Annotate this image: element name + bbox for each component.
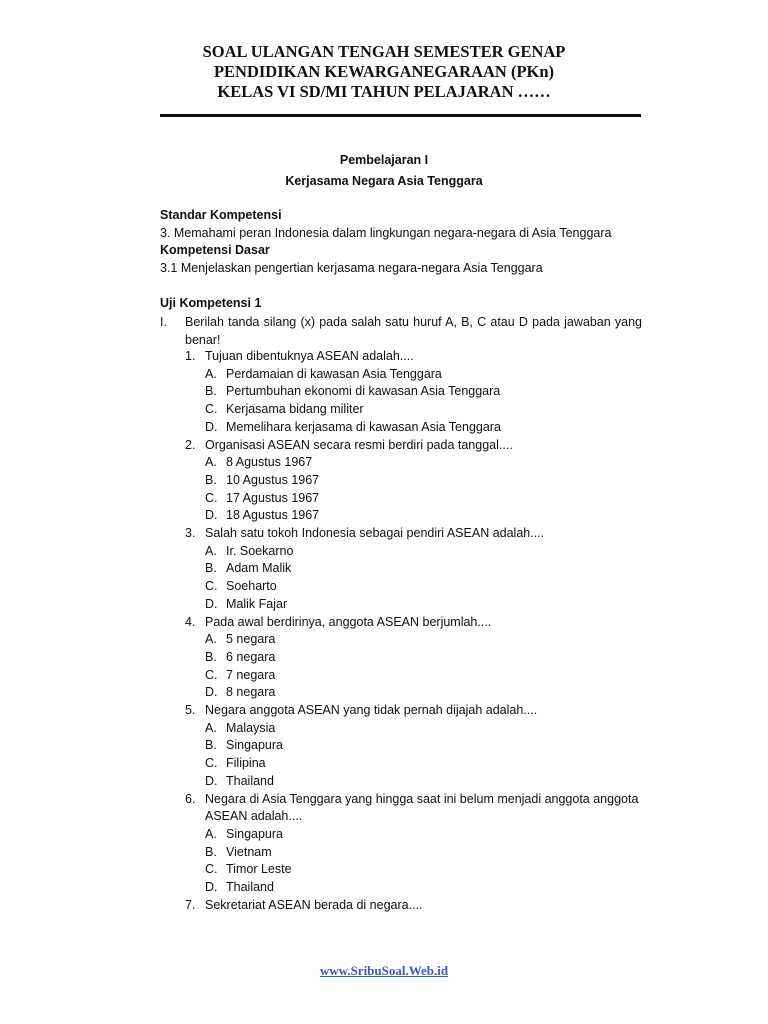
option-letter: D. [205, 419, 218, 434]
option-list [205, 631, 642, 702]
question-number: 6. [185, 791, 196, 806]
header-line-3: KELAS VI SD/MI TAHUN PELAJARAN …… [217, 82, 551, 101]
answer-option[interactable] [205, 560, 642, 578]
answer-option[interactable] [205, 543, 642, 561]
option-letter: B. [205, 472, 217, 487]
option-text: Kerjasama bidang militer [226, 402, 364, 417]
option-text: 8 negara [226, 685, 276, 700]
answer-option[interactable] [205, 826, 642, 844]
option-text: 10 Agustus 1967 [226, 472, 320, 487]
option-text: 7 negara [226, 667, 276, 682]
option-list [205, 543, 642, 614]
answer-option[interactable] [205, 737, 642, 755]
option-letter: B. [205, 844, 217, 859]
header-line-1: SOAL ULANGAN TENGAH SEMESTER GENAP [202, 42, 566, 61]
option-letter: A. [205, 826, 217, 841]
instruction-text: Berilah tanda silang (x) pada salah satu huruf A, B, C atau D pada jawaban yang benar! [185, 315, 642, 347]
answer-option[interactable] [205, 649, 642, 667]
option-text: Timor Leste [226, 862, 292, 877]
answer-option[interactable] [205, 667, 642, 685]
option-list [205, 366, 642, 437]
option-text: Memelihara kerjasama di kawasan Asia Tenggara [226, 419, 501, 434]
answer-option[interactable] [205, 755, 642, 773]
question-item [185, 437, 642, 455]
question-text: Negara di Asia Tenggara yang hingga saat ini belum menjadi anggota anggota ASEAN adalah.... [205, 791, 639, 824]
header-divider [160, 114, 641, 117]
answer-option[interactable] [205, 720, 642, 738]
dasar-heading: Kompetensi Dasar [160, 243, 270, 257]
question-text: Tujuan dibentuknya ASEAN adalah.... [205, 349, 414, 363]
question-number: 7. [185, 897, 196, 912]
option-letter: C. [205, 490, 218, 505]
uji-heading: Uji Kompetensi 1 [160, 296, 262, 310]
answer-option[interactable] [205, 507, 642, 525]
option-text: Soeharto [226, 579, 277, 594]
option-list [205, 826, 642, 897]
question-number: 2. [185, 437, 196, 452]
option-text: Thailand [226, 880, 274, 895]
question-item [185, 702, 642, 720]
option-text: Filipina [226, 756, 266, 771]
lesson-subtitle: Kerjasama Negara Asia Tenggara [285, 174, 483, 188]
question-item [185, 791, 642, 826]
answer-option[interactable] [205, 879, 642, 897]
question-text: Organisasi ASEAN secara resmi berdiri pada tanggal.... [205, 437, 513, 452]
option-text: Malik Fajar [226, 596, 288, 611]
roman-numeral: I. [160, 315, 167, 329]
question-text: Sekretariat ASEAN berada di negara.... [205, 897, 423, 912]
option-letter: D. [205, 596, 218, 611]
question-text: Negara anggota ASEAN yang tidak pernah dijajah adalah.... [205, 703, 538, 718]
option-list [205, 454, 642, 525]
question-number: 3. [185, 526, 196, 541]
option-letter: D. [205, 773, 218, 788]
question-list [185, 348, 642, 915]
option-letter: C. [205, 756, 218, 771]
footer-link[interactable]: www.SribuSoal.Web.id [319, 963, 449, 978]
option-letter: A. [205, 720, 217, 735]
option-text: Vietnam [226, 844, 272, 859]
document-header [0, 42, 768, 102]
option-text: Singapura [226, 738, 283, 753]
option-text: 8 Agustus 1967 [226, 455, 313, 470]
answer-option[interactable] [205, 401, 642, 419]
answer-option[interactable] [205, 419, 642, 437]
option-text: Perdamaian di kawasan Asia Tenggara [226, 366, 442, 381]
standar-text: 3. Memahami peran Indonesia dalam lingkungan negara-negara di Asia Tenggara [160, 226, 612, 240]
option-letter: B. [205, 738, 217, 753]
option-text: Ir. Soekarno [226, 543, 294, 558]
option-letter: A. [205, 543, 217, 558]
option-text: 17 Agustus 1967 [226, 490, 320, 505]
answer-option[interactable] [205, 490, 642, 508]
option-text: 5 negara [226, 632, 276, 647]
option-text: 6 negara [226, 649, 276, 664]
question-number: 5. [185, 703, 196, 718]
answer-option[interactable] [205, 844, 642, 862]
question-item [185, 897, 642, 915]
option-text: Singapura [226, 826, 283, 841]
option-letter: D. [205, 880, 218, 895]
question-item [185, 525, 642, 543]
answer-option[interactable] [205, 454, 642, 472]
answer-option[interactable] [205, 861, 642, 879]
instruction-block [160, 313, 642, 349]
option-text: 18 Agustus 1967 [226, 508, 320, 523]
option-letter: B. [205, 649, 217, 664]
question-number: 1. [185, 349, 196, 363]
answer-option[interactable] [205, 631, 642, 649]
option-text: Malaysia [226, 720, 276, 735]
answer-option[interactable] [205, 596, 642, 614]
option-letter: D. [205, 685, 218, 700]
option-text: Adam Malik [226, 561, 292, 576]
option-list [205, 720, 642, 791]
option-letter: A. [205, 632, 217, 647]
standar-heading: Standar Kompetensi [160, 208, 282, 222]
answer-option[interactable] [205, 366, 642, 384]
option-letter: D. [205, 508, 218, 523]
lesson-title: Pembelajaran I [339, 153, 429, 167]
option-letter: C. [205, 579, 218, 594]
answer-option[interactable] [205, 773, 642, 791]
option-letter: B. [205, 384, 217, 399]
option-text: Pertumbuhan ekonomi di kawasan Asia Tenggara [226, 384, 501, 399]
question-item [185, 348, 642, 366]
option-letter: A. [205, 366, 217, 381]
answer-option[interactable] [205, 383, 642, 401]
option-text: Thailand [226, 773, 274, 788]
header-line-2: PENDIDIKAN KEWARGANEGARAAN (PKn) [213, 62, 555, 81]
question-text: Pada awal berdirinya, anggota ASEAN berjumlah.... [205, 614, 492, 629]
answer-option[interactable] [205, 684, 642, 702]
option-letter: C. [205, 667, 218, 682]
question-number: 4. [185, 614, 196, 629]
question-item [185, 614, 642, 632]
dasar-text: 3.1 Menjelaskan pengertian kerjasama negara-negara Asia Tenggara [160, 261, 543, 275]
option-letter: A. [205, 455, 217, 470]
question-text: Salah satu tokoh Indonesia sebagai pendiri ASEAN adalah.... [205, 526, 545, 541]
answer-option[interactable] [205, 472, 642, 490]
option-letter: C. [205, 862, 218, 877]
answer-option[interactable] [205, 578, 642, 596]
option-letter: B. [205, 561, 217, 576]
option-letter: C. [205, 402, 218, 417]
